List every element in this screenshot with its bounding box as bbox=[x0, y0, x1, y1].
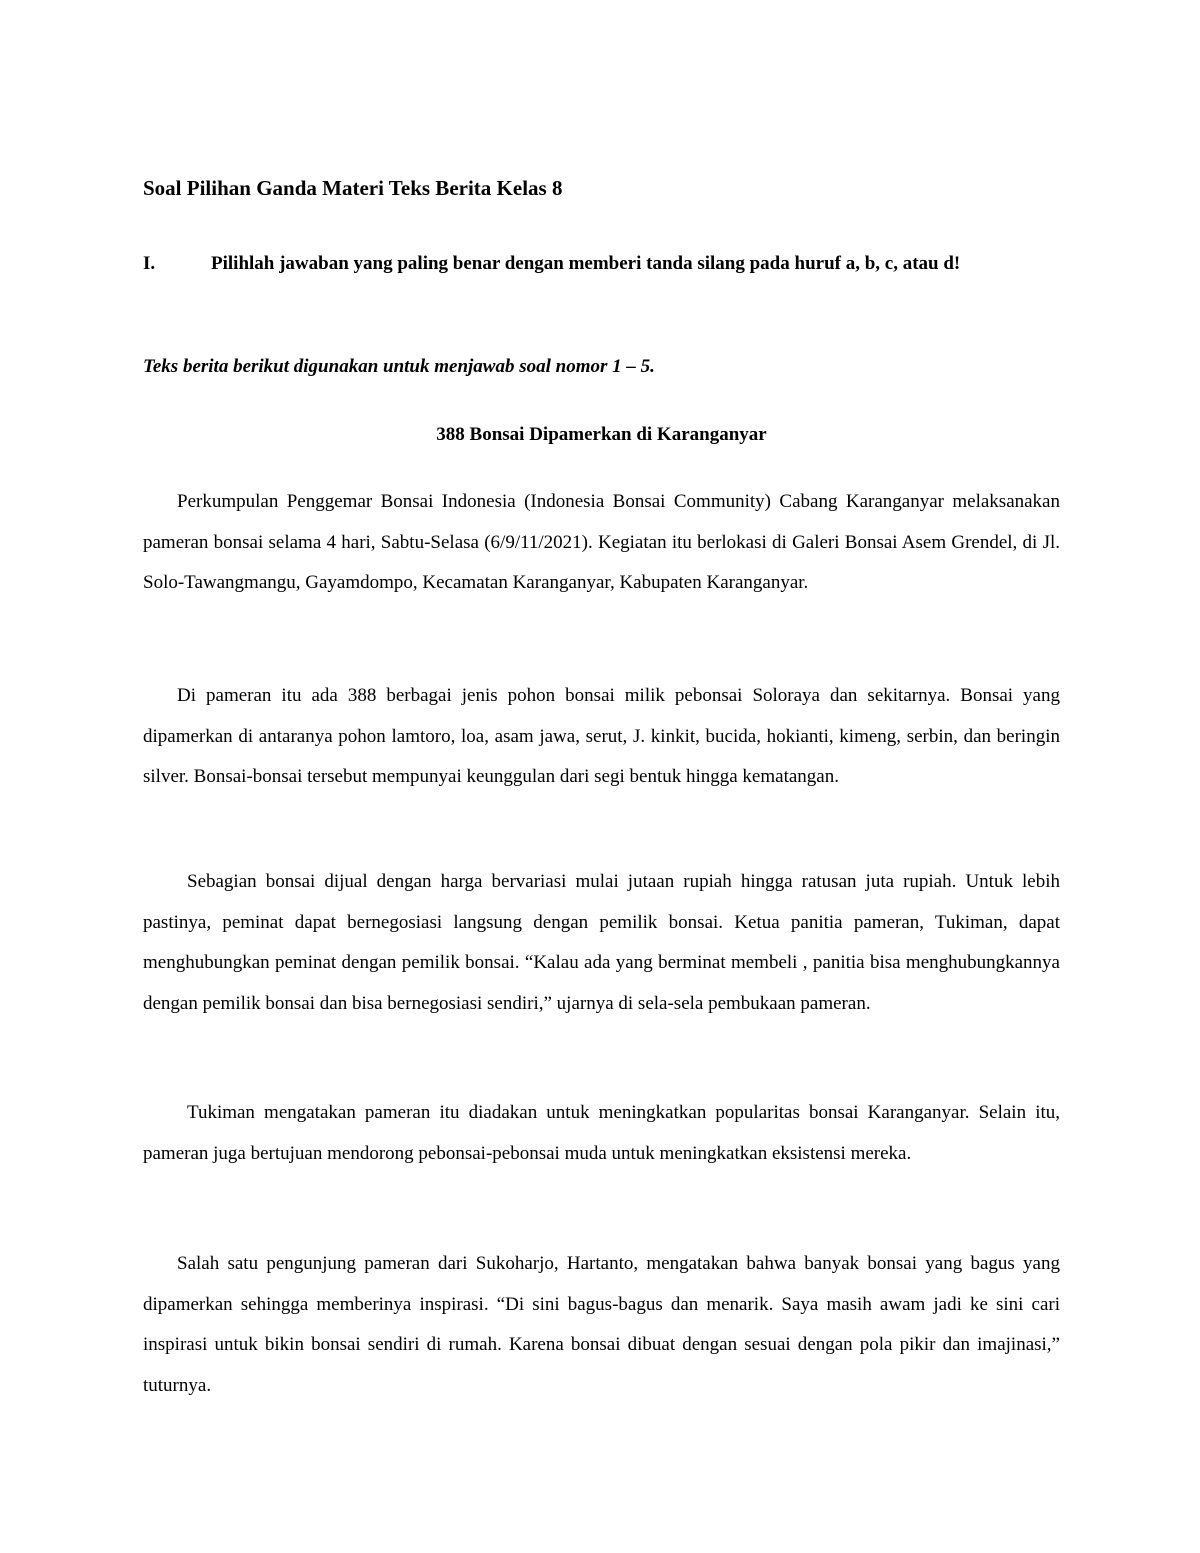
reading-note: Teks berita berikut digunakan untuk menjawab soal nomor 1 – 5. bbox=[143, 356, 655, 377]
news-paragraph: Salah satu pengunjung pameran dari Sukoharjo, Hartanto, mengatakan bahwa banyak bonsai yang bagus yang dipamerkan sehingga memberinya inspirasi. “Di sini bagus-bagus dan menarik. Saya masih awam jadi ke sini cari inspirasi untuk bikin bonsai sendiri di rumah. Karena bonsai dibuat dengan sesuai dengan pola pikir dan imajinasi,” tuturnya. bbox=[143, 1253, 1060, 1396]
document-title: Soal Pilihan Ganda Materi Teks Berita Kelas 8 bbox=[143, 176, 563, 200]
instruction bbox=[143, 244, 1060, 284]
news-paragraph: Tukiman mengatakan pameran itu diadakan untuk meningkatkan popularitas bonsai Karanganyar. Selain itu, pameran juga bertujuan mendorong pebonsai-pebonsai muda untuk meningkatkan eksistensi mereka. bbox=[143, 1102, 1060, 1164]
news-title: 388 Bonsai Dipamerkan di Karanganyar bbox=[436, 424, 767, 445]
instruction-number: I. bbox=[143, 253, 156, 274]
instruction-text: Pilihlah jawaban yang paling benar dengan memberi tanda silang pada huruf a, b, c, atau d! bbox=[211, 253, 961, 274]
news-paragraph: Sebagian bonsai dijual dengan harga bervariasi mulai jutaan rupiah hingga ratusan juta rupiah. Untuk lebih pastinya, peminat dapat bernegosiasi langsung dengan pemilik bonsai. Ketua panitia pameran, Tukiman, dapat menghubungkan peminat dengan pemilik bonsai. “Kalau ada yang berminat membeli , panitia bisa menghubungkannya dengan pemilik bonsai dan bisa bernegosiasi sendiri,” ujarnya di sela-sela pembukaan pameran. bbox=[143, 871, 1060, 1014]
news-paragraph: Perkumpulan Penggemar Bonsai Indonesia (Indonesia Bonsai Community) Cabang Karanganyar melaksanakan pameran bonsai selama 4 hari, Sabtu-Selasa (6/9/11/2021). Kegiatan itu berlokasi di Galeri Bonsai Asem Grendel, di Jl. Solo-Tawangmangu, Gayamdompo, Kecamatan Karanganyar, Kabupaten Karanganyar. bbox=[143, 491, 1060, 593]
news-paragraph: Di pameran itu ada 388 berbagai jenis pohon bonsai milik pebonsai Soloraya dan sekitarnya. Bonsai yang dipamerkan di antaranya pohon lamtoro, loa, asam jawa, serut, J. kinkit, bucida, hokianti, kimeng, serbin, dan beringin silver. Bonsai-bonsai tersebut mempunyai keunggulan dari segi bentuk hingga kematangan. bbox=[143, 685, 1060, 787]
